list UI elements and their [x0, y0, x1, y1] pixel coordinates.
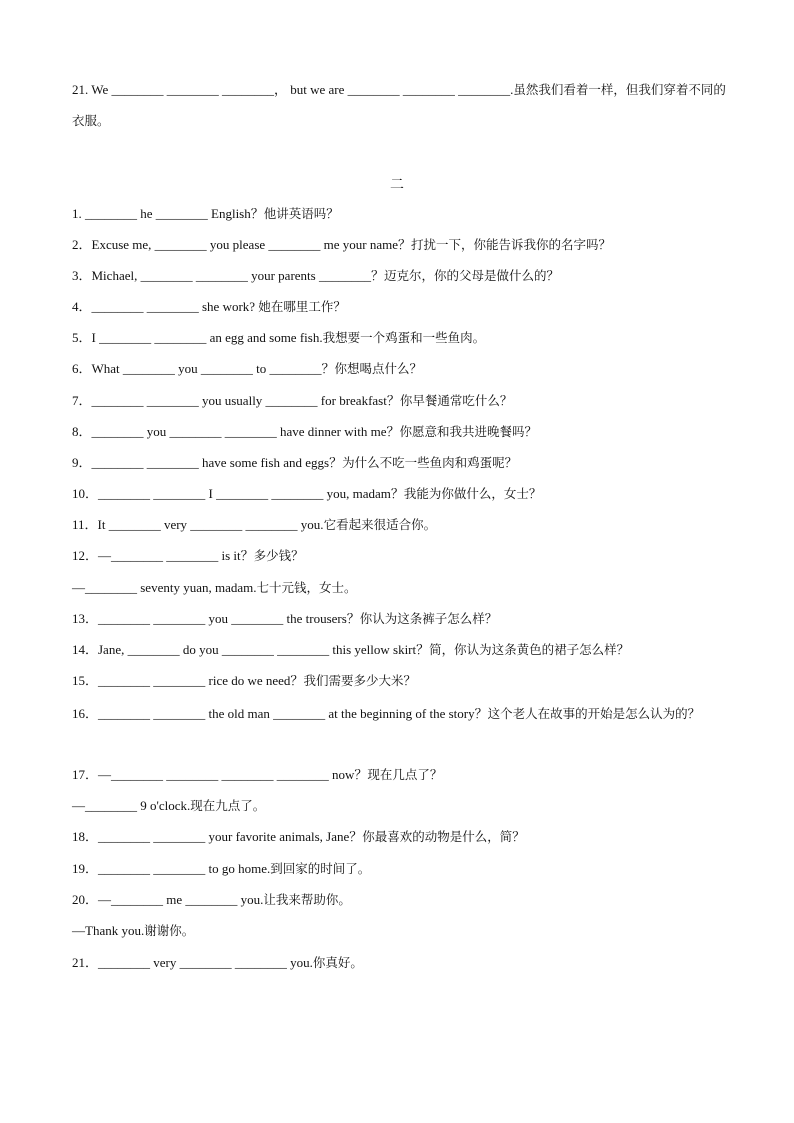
item-english: 13．________ ________ you ________ the trousers？ — [72, 611, 360, 626]
exercise-item — [72, 237, 732, 253]
exercise-item — [72, 299, 732, 315]
exercise-item — [72, 580, 732, 596]
item-english: 16．________ ________ the old man ________ at the beginning of the story？ — [72, 706, 488, 721]
exercise-item — [72, 517, 732, 533]
exercise-item-21-section-one — [72, 74, 732, 136]
item-chinese: 我想要一个鸡蛋和一些鱼肉。 — [322, 330, 486, 345]
item-chinese: 他讲英语吗？ — [263, 206, 339, 221]
exercise-item — [72, 611, 732, 627]
item-chinese: 到回家的时间了。 — [270, 861, 371, 876]
item-english: 2．Excuse me, ________ you please ________ me your name？ — [72, 237, 412, 252]
item-chinese: 多少钱？ — [253, 548, 304, 563]
item-english: 4．________ ________ she work? — [72, 299, 259, 314]
item-chinese: 七十元钱，女士。 — [256, 580, 357, 595]
item-chinese: 虽然我们看着一样，但我们穿着不同的衣服。 — [72, 82, 726, 128]
item-english: 21．________ very ________ ________ you. — [72, 955, 313, 970]
exercise-item — [72, 642, 732, 658]
exercise-item — [72, 829, 732, 845]
item-english: 3．Michael, ________ ________ your parents ________？ — [72, 268, 384, 283]
exercise-item — [72, 486, 732, 502]
item-english: 17．—________ ________ ________ ________ now？ — [72, 767, 368, 782]
item-english: 19．________ ________ to go home. — [72, 861, 271, 876]
item-english: 1. ________ he ________ English？ — [72, 206, 264, 221]
item-chinese: 打扰一下，你能告诉我你的名字吗？ — [411, 237, 612, 252]
item-english: 20．—________ me ________ you. — [72, 892, 264, 907]
item-english: 5．I ________ ________ an egg and some fish. — [72, 330, 323, 345]
item-chinese: 你认为这条裤子怎么样？ — [359, 611, 498, 626]
item-english: 21. We ________ ________ ________， but we are ________ ________ ________. — [72, 82, 514, 97]
item-chinese: 为什么不吃一些鱼肉和鸡蛋呢？ — [342, 455, 518, 470]
item-english: —________ seventy yuan, madam. — [72, 580, 257, 595]
item-chinese: 你早餐通常吃什么？ — [399, 393, 513, 408]
exercise-item — [72, 673, 732, 689]
item-english: 8．________ you ________ ________ have dinner with me？ — [72, 424, 400, 439]
item-chinese: 这个老人在故事的开始是怎么认为的？ — [487, 706, 701, 721]
item-chinese: 简，你认为这条黄色的裙子怎么样？ — [429, 642, 630, 657]
item-english: 12．—________ ________ is it？ — [72, 548, 254, 563]
section-title: 二 — [390, 178, 404, 193]
item-chinese: 她在哪里工作？ — [258, 299, 346, 314]
item-english: 9．________ ________ have some fish and eggs？ — [72, 455, 343, 470]
item-chinese: 我能为你做什么，女士？ — [403, 486, 542, 501]
item-chinese: 你最喜欢的动物是什么，简？ — [362, 829, 525, 844]
item-english: 7．________ ________ you usually ________ for breakfast？ — [72, 393, 400, 408]
item-english: 18．________ ________ your favorite animals, Jane？ — [72, 829, 363, 844]
item-chinese: 它看起来很适合你。 — [323, 517, 437, 532]
exercise-item — [72, 268, 732, 284]
exercise-item — [72, 361, 732, 377]
item-chinese: 迈克尔，你的父母是做什么的？ — [383, 268, 559, 283]
item-chinese: 你愿意和我共进晚餐吗？ — [399, 424, 538, 439]
exercise-item — [72, 698, 732, 729]
item-english: 14．Jane, ________ do you ________ ________ this yellow skirt？ — [72, 642, 430, 657]
item-chinese: 谢谢你。 — [144, 923, 195, 938]
exercise-item — [72, 767, 732, 783]
item-english: 15．________ ________ rice do we need？ — [72, 673, 304, 688]
exercise-item — [72, 330, 732, 346]
exercise-item — [72, 923, 732, 939]
exercise-item — [72, 861, 732, 877]
item-chinese: 我们需要多少大米？ — [303, 673, 416, 688]
item-english: 6．What ________ you ________ to ________？ — [72, 361, 335, 376]
item-chinese: 让我来帮助你。 — [263, 892, 351, 907]
item-english: —Thank you. — [72, 923, 145, 938]
exercise-item — [72, 393, 732, 409]
item-chinese: 现在几点了？ — [367, 767, 443, 782]
exercise-item — [72, 955, 732, 971]
item-chinese: 你真好。 — [312, 955, 363, 970]
exercise-item — [72, 455, 732, 471]
exercise-item — [72, 206, 732, 222]
exercise-item — [72, 548, 732, 564]
item-english: 10．________ ________ I ________ ________ you, madam？ — [72, 486, 404, 501]
exercise-item — [72, 798, 732, 814]
item-english: —________ 9 o'clock. — [72, 798, 191, 813]
exercise-item — [72, 424, 732, 440]
item-chinese: 现在九点了。 — [190, 798, 266, 813]
item-english: 11．It ________ very ________ ________ you. — [72, 517, 324, 532]
exercise-item — [72, 892, 732, 908]
item-chinese: 你想喝点什么？ — [334, 361, 423, 376]
